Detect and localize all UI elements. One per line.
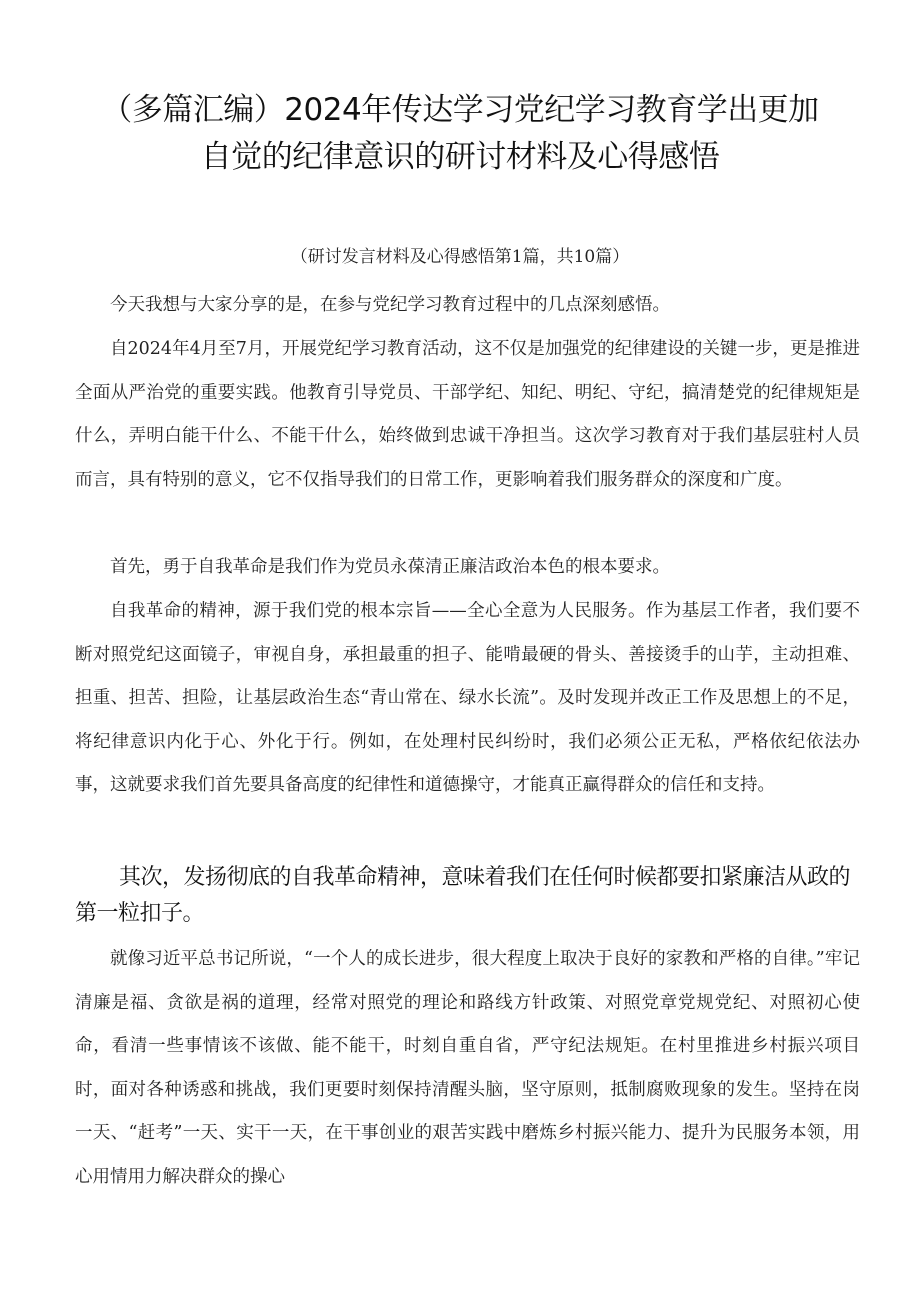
section-heading: 其次，发扬彻底的自我革命精神，意味着我们在任何时候都要扣紧廉洁从政的第一粒扣子。	[75, 865, 851, 926]
body-paragraph-3: 首先，勇于自我革命是我们作为党员永葆清正廉洁政治本色的根本要求。	[110, 557, 670, 577]
document-title-line-1: （多篇汇编）2024年传达学习党纪学习教育学出更加	[101, 92, 819, 128]
body-paragraph-2: 自2024年4月至7月，开展党纪学习教育活动，这不仅是加强党的纪律建设的关键一步，更是推进全面从严治党的重要实践。他教育引导党员、干部学纪、知纪、明纪、守纪，搞清楚党的纪律规矩是什么，弄明白能干什么、不能干什么，始终做到忠诚干净担当。这次学习教育对于我们基层驻村人员而言，具有特别的意义，它不仅指导我们的日常工作，更影响着我们服务群众的深度和广度。	[75, 339, 860, 490]
document-title-line-2: 自觉的纪律意识的研讨材料及心得感悟	[200, 139, 720, 175]
body-paragraph-5: 就像习近平总书记所说，“一个人的成长进步，很大程度上取决于良好的家教和严格的自律。”牢记清廉是福、贪欲是祸的道理，经常对照党的理论和路线方针政策、对照党章党规党纪、对照初心使命，看清一些事情该不该做、能不能干，时刻自重自省，严守纪法规矩。在村里推进乡村振兴项目时，面对各种诱惑和挑战，我们更要时刻保持清醒头脑，坚守原则，抵制腐败现象的发生。坚持在岗一天、“赶考”一天、实干一天，在干事创业的艰苦实践中磨炼乡村振兴能力、提升为民服务本领，用心用情用力解决群众的操心	[75, 949, 860, 1187]
body-paragraph-4: 自我革命的精神，源于我们党的根本宗旨——全心全意为人民服务。作为基层工作者，我们要不断对照党纪这面镜子，审视自身，承担最重的担子、能啃最硬的骨头、善接烫手的山芋，主动担难、担重、担苦、担险，让基层政治生态“青山常在、绿水长流”。及时发现并改正工作及思想上的不足，将纪律意识内化于心、外化于行。例如，在处理村民纠纷时，我们必须公正无私，严格依纪依法办事，这就要求我们首先要具备高度的纪律性和道德操守，才能真正赢得群众的信任和支持。	[75, 601, 860, 795]
body-paragraph-1: 今天我想与大家分享的是，在参与党纪学习教育过程中的几点深刻感悟。	[110, 295, 670, 315]
document-subtitle: （研讨发言材料及心得感悟第1篇，共10篇）	[290, 247, 630, 267]
